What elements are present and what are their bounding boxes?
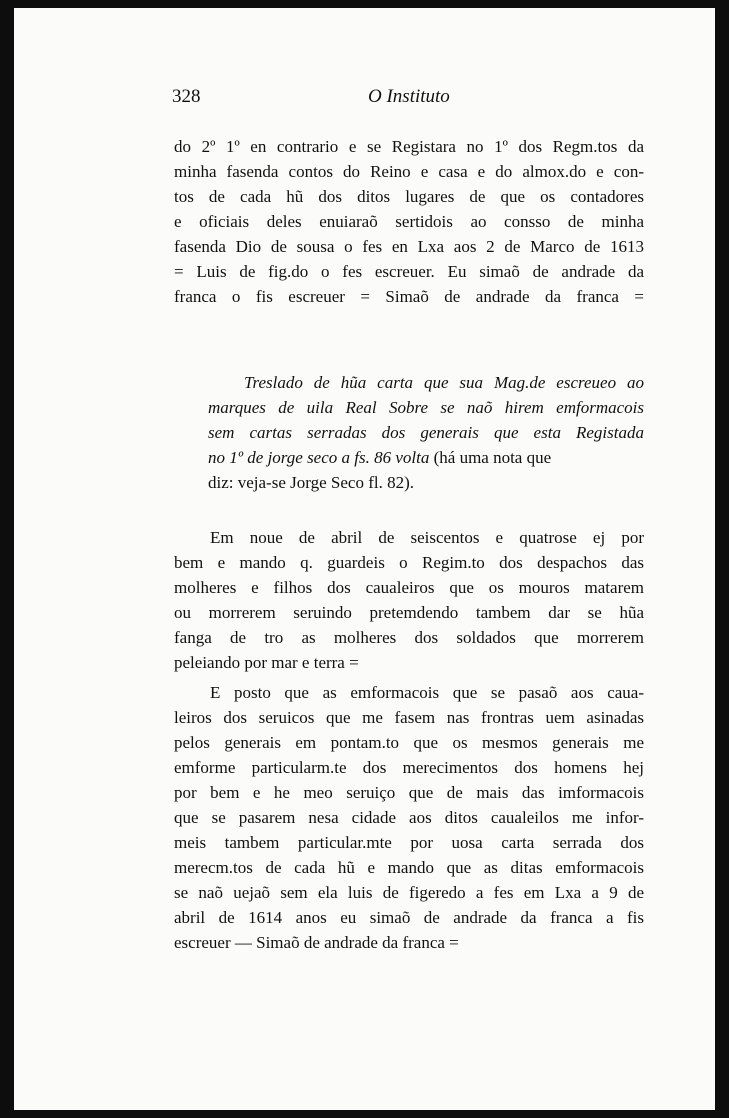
paragraph-1-line-3: tos de cada hũ dos ditos lugares de que os contadores <box>174 187 644 206</box>
paragraph-3-line-9: se naõ uejaõ sem ela luis de figeredo a fes em Lxa a 9 de <box>174 883 644 902</box>
paragraph-3-line-7: meis tambem particular.mte por uosa carta serrada dos <box>174 833 644 852</box>
paragraph-3-line-10: abril de 1614 anos eu simaõ de andrade da franca a fis <box>174 908 644 927</box>
paragraph-2-line-4: ou morrerem seruindo pretemdendo tambem dar se hũa <box>174 603 644 622</box>
paragraph-3-line-4: emforme particularm.te dos merecimentos dos homens hej <box>174 758 644 777</box>
paragraph-3-line-11: escreuer — Simaõ de andrade da franca = <box>174 933 459 952</box>
paragraph-1-line-1: do 2º 1º en contrario e se Registara no 1º dos Regm.tos da <box>174 137 644 156</box>
paragraph-2-line-1: Em noue de abril de seiscentos e quatrose ej por <box>210 528 644 547</box>
scan-border-right <box>715 0 729 1118</box>
paragraph-2-line-2: bem e mando q. guardeis o Regim.to dos despachos das <box>174 553 644 572</box>
running-title: O Instituto <box>368 86 450 107</box>
paragraph-3-line-8: merecm.tos de cada hũ e mando que as ditas emformacois <box>174 858 644 877</box>
paragraph-1-line-6: = Luis de fig.do o fes escreuer. Eu simaõ de andrade da <box>174 262 644 281</box>
heading-note-start: (há uma nota que <box>433 448 552 467</box>
scan-border-left <box>0 0 14 1118</box>
paragraph-3-line-2: leiros dos seruicos que me fasem nas frontras uem asinadas <box>174 708 644 727</box>
scan-border-bottom <box>0 1110 729 1118</box>
heading-line-3: sem cartas serradas dos generais que esta Registada <box>208 423 644 442</box>
paragraph-1-line-2: minha fasenda contos do Reino e casa e do almox.do e con- <box>174 162 644 181</box>
heading-line-5: diz: veja-se Jorge Seco fl. 82). <box>208 473 414 492</box>
scan-border-top <box>0 0 729 8</box>
paragraph-3-line-5: por bem e he meo seruiço que de mais das imformacois <box>174 783 644 802</box>
paragraph-1-line-5: fasenda Dio de sousa o fes en Lxa aos 2 de Marco de 1613 <box>174 237 644 256</box>
heading-line-4 <box>208 447 644 469</box>
paragraph-1-line-7: franca o fis escreuer = Simaõ de andrade da franca = <box>174 287 644 306</box>
paragraph-2-line-6: peleiando por mar e terra = <box>174 653 359 672</box>
heading-line-2: marques de uila Real Sobre se naõ hirem emformacois <box>208 398 644 417</box>
heading-line-4-italic: no 1º de jorge seco a fs. 86 volta <box>208 448 430 467</box>
paragraph-1-line-4: e oficiais deles enuiaraõ sertidois ao consso de minha <box>174 212 644 231</box>
paragraph-2-line-5: fanga de tro as molheres dos soldados que morrerem <box>174 628 644 647</box>
paragraph-3-line-1: E posto que as emformacois que se pasaõ aos caua- <box>210 683 644 702</box>
paragraph-3-line-6: que se pasarem nesa cidade aos ditos caualeilos me infor- <box>174 808 644 827</box>
paragraph-2-line-3: molheres e filhos dos caualeiros que os mouros matarem <box>174 578 644 597</box>
page-number: 328 <box>172 86 201 107</box>
page-header <box>172 86 644 116</box>
heading-line-1: Treslado de hũa carta que sua Mag.de escreueo ao <box>244 373 644 392</box>
paragraph-3-line-3: pelos generais em pontam.to que os mesmos generais me <box>174 733 644 752</box>
